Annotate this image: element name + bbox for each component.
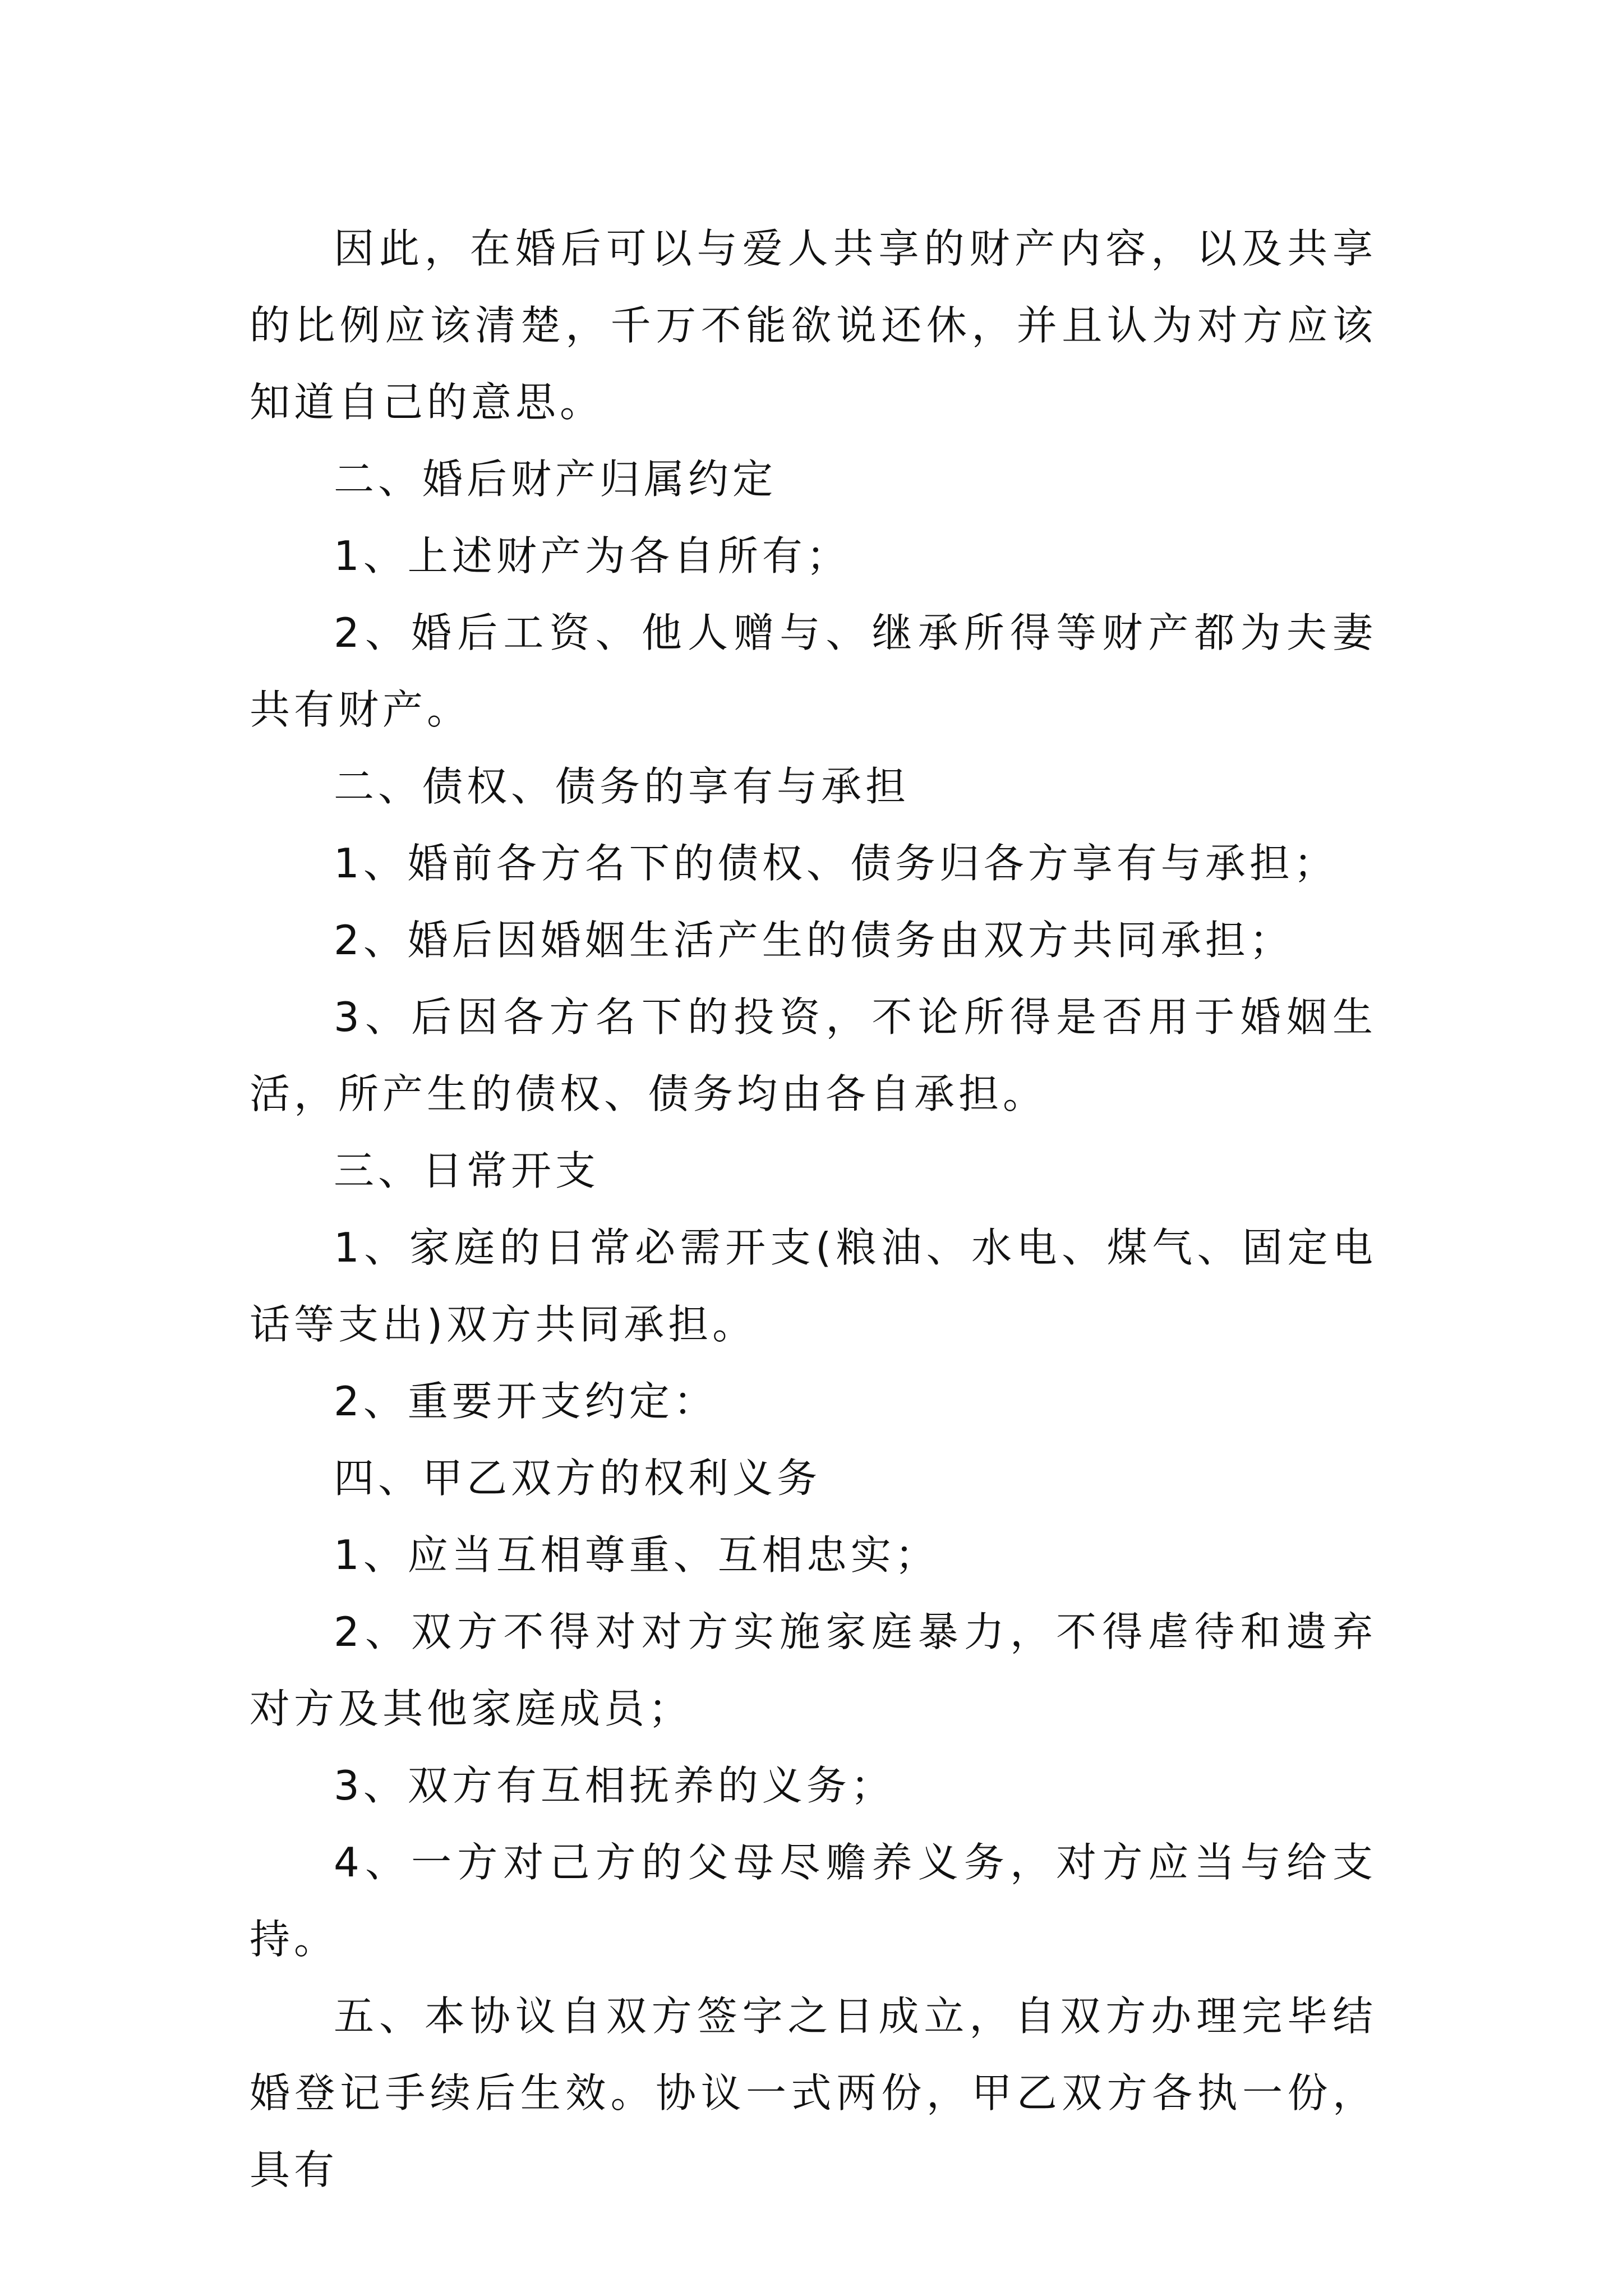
clause-property-1: 1、上述财产为各自所有；: [334, 532, 851, 579]
section-heading-rights: 四、甲乙双方的权利义务: [334, 1455, 822, 1502]
clause-debt-2: 2、婚后因婚姻生活产生的债务由双方共同承担；: [334, 917, 1294, 964]
clause-rights-1: 1、应当互相尊重、互相忠实；: [334, 1531, 939, 1579]
clause-rights-4: 4、一方对己方的父母尽赡养义务，对方应当与给支持。: [250, 1839, 1377, 1963]
clause-rights-3: 3、双方有互相抚养的义务；: [334, 1762, 895, 1809]
clause-property-2: 2、婚后工资、他人赠与、继承所得等财产都为夫妻共有财产。: [250, 609, 1377, 733]
section-heading-expenses: 三、日常开支: [334, 1147, 600, 1194]
clause-rights-2: 2、双方不得对对方实施家庭暴力，不得虐待和遗弃对方及其他家庭成员；: [250, 1608, 1377, 1732]
section-heading-debt: 二、债权、债务的享有与承担: [334, 763, 910, 810]
document-body: [250, 210, 1377, 2208]
clause-debt-3: 3、后因各方名下的投资，不论所得是否用于婚姻生活，所产生的债权、债务均由各自承担。: [250, 993, 1377, 1117]
section-effective: 五、本协议自双方签字之日成立，自双方办理完毕结婚登记手续后生效。协议一式两份，甲乙双方各执一份，具有: [250, 1993, 1377, 2193]
clause-expenses-1: 1、家庭的日常必需开支(粮油、水电、煤气、固定电话等支出)双方共同承担。: [250, 1224, 1377, 1348]
clause-debt-1: 1、婚前各方名下的债权、债务归各方享有与承担；: [334, 840, 1338, 887]
clause-expenses-2: 2、重要开支约定：: [334, 1378, 718, 1425]
paragraph-intro: 因此，在婚后可以与爱人共享的财产内容，以及共享的比例应该清楚，千万不能欲说还休，并且认为对方应该知道自己的意思。: [250, 225, 1377, 426]
section-heading-property: 二、婚后财产归属约定: [334, 455, 777, 503]
